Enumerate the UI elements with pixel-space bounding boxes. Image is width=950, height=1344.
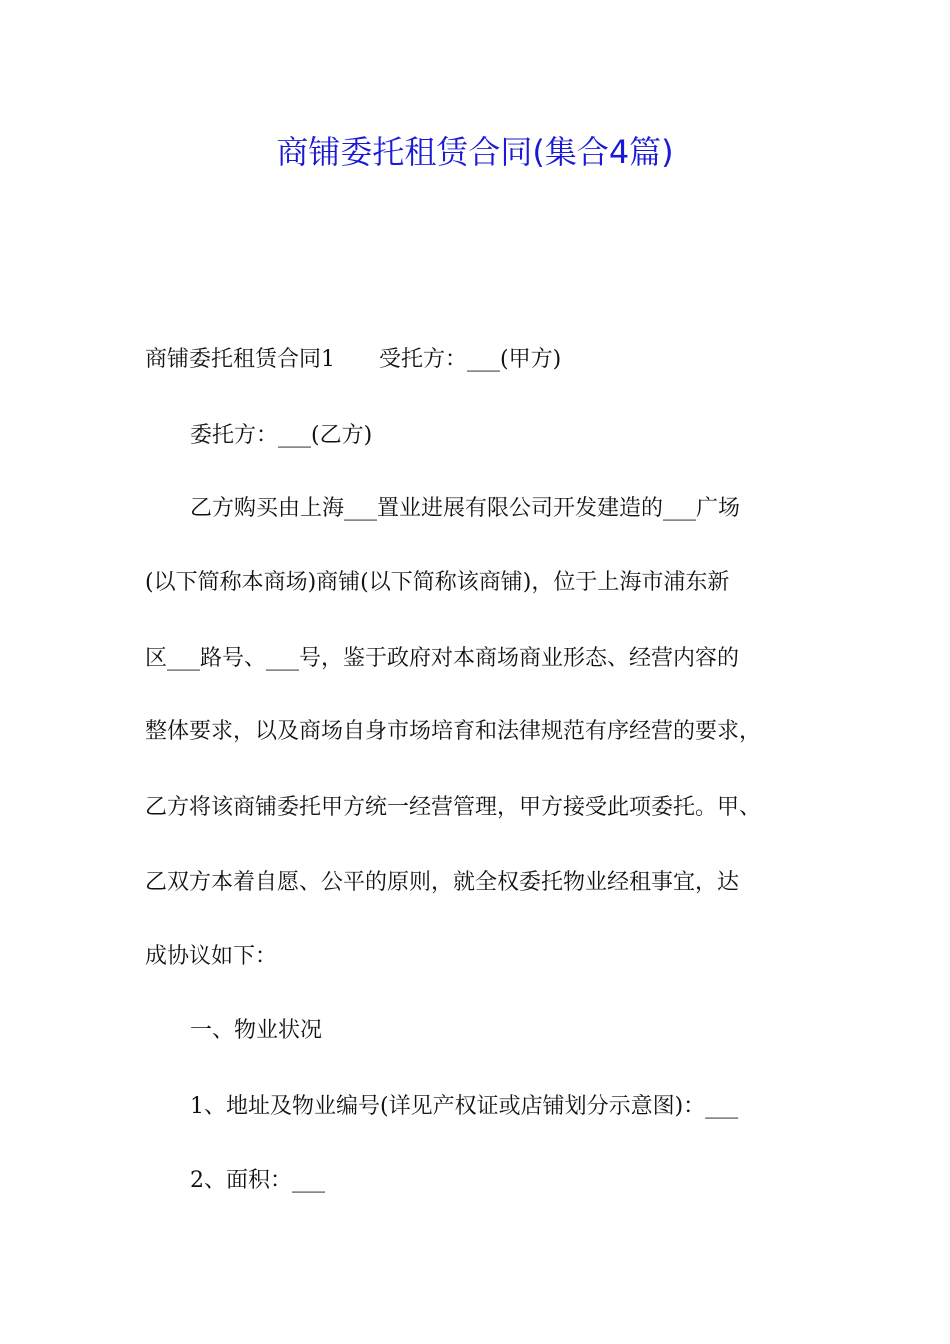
party-b-line: 委托方：___(乙方) [190,423,373,448]
party-a-line: 受托方：___(甲方) [379,347,562,372]
intro-line-5: 乙方将该商铺委托甲方统一经营管理，甲方接受此项委托。甲、 [145,795,762,820]
document-title: 商铺委托租赁合同(集合4篇) [276,133,674,171]
item-1-address: 1、地址及物业编号(详见产权证或店铺划分示意图)：___ [190,1094,739,1119]
section-1-heading: 一、物业状况 [190,1018,323,1043]
intro-line-7: 成协议如下： [145,944,278,969]
intro-line-3: 区___路号、___号，鉴于政府对本商场商业形态、经营内容的 [145,646,740,671]
contract-heading-line [145,345,561,375]
intro-line-2: (以下简称本商场)商铺(以下简称该商铺)，位于上海市浦东新 [145,570,730,595]
intro-line-6: 乙双方本着自愿、公平的原则，就全权委托物业经租事宜，达 [145,870,740,895]
contract-label: 商铺委托租赁合同1 [145,347,335,372]
intro-line-4: 整体要求，以及商场自身市场培育和法律规范有序经营的要求， [145,719,762,744]
item-2-area: 2、面积：___ [190,1168,325,1193]
intro-line-1: 乙方购买由上海___置业进展有限公司开发建造的___广场 [190,496,741,521]
